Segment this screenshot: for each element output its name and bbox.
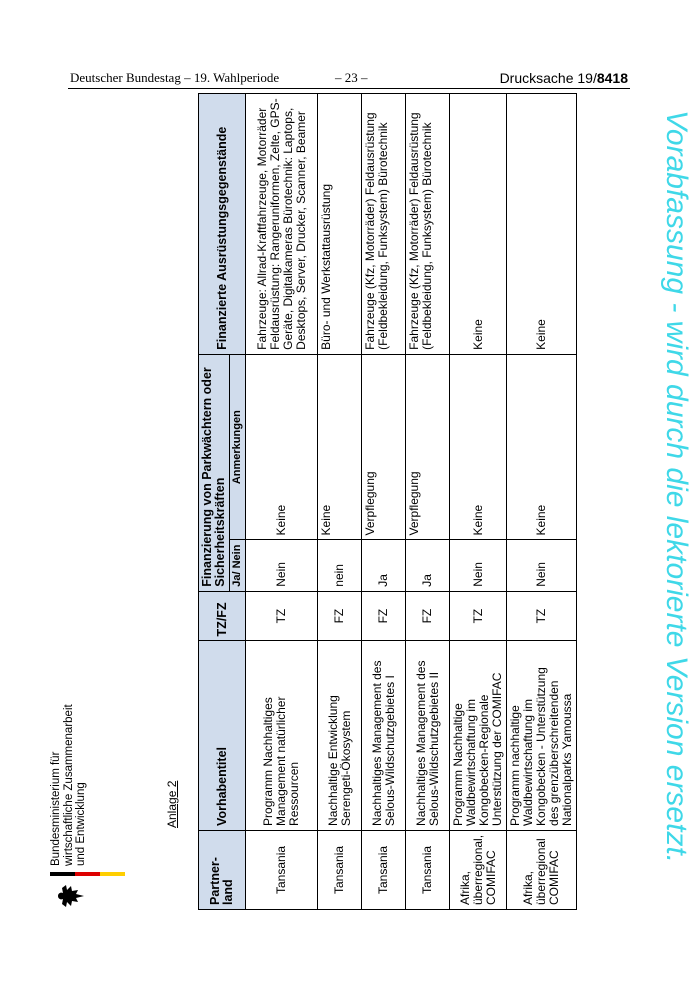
cell-partner: Tansania — [318, 830, 362, 909]
cell-anmerkungen: Keine — [246, 354, 318, 540]
cell-partner: Tansania — [362, 830, 406, 909]
cell-vorhaben: Nachhaltige Entwicklung Serengeti-Ökosystem — [318, 641, 362, 831]
col-header-ausruestung: Finanzierte Ausrüstungsgegenstände — [199, 94, 246, 355]
cell-tzfz: FZ — [318, 591, 362, 641]
header-row — [199, 94, 230, 910]
col-header-vorhaben: Vorhabentitel — [199, 641, 246, 831]
ministry-line-1: Bundesministerium für — [50, 751, 62, 866]
ministry-name — [50, 704, 88, 866]
drucksache-prefix: Drucksache 19/ — [499, 70, 597, 86]
rotated-page-content — [50, 90, 640, 910]
cell-partner: Afrika, überregional, COMIFAC — [450, 830, 507, 909]
page-number: – 23 – — [335, 70, 368, 85]
cell-ausruestung: Keine — [507, 94, 577, 355]
cell-janein: Nein — [450, 540, 507, 591]
header-left: Deutscher Bundestag – 19. Wahlperiode — [70, 70, 280, 85]
cell-janein: Ja — [362, 540, 406, 591]
cell-anmerkungen: Keine — [450, 354, 507, 540]
cell-tzfz: TZ — [507, 591, 577, 641]
cell-ausruestung: Fahrzeuge (Kfz, Motorräder) Feldausrüstung (Feldbekleidung, Funksystem) Bürotechnik — [406, 94, 450, 355]
cell-janein: Ja — [406, 540, 450, 591]
cell-anmerkungen: Verpflegung — [362, 354, 406, 540]
cell-vorhaben: Programm Nachhaltiges Management natürlicher Ressourcen — [246, 641, 318, 831]
cell-janein: Nein — [246, 540, 318, 591]
cell-partner: Tansania — [406, 830, 450, 909]
cell-partner: Tansania — [246, 830, 318, 909]
ministry-line-3: und Entwicklung — [75, 782, 87, 866]
ministry-line-2: wirtschaftliche Zusammenarbeit — [62, 704, 75, 866]
cell-vorhaben: Nachhaltiges Management des Selous-Wildschutzgebietes I — [362, 641, 406, 831]
header-rule — [68, 88, 630, 89]
cell-ausruestung: Fahrzeuge (Kfz, Motorräder) Feldausrüstung (Feldbekleidung, Funksystem) Bürotechnik — [362, 94, 406, 355]
cell-vorhaben: Programm Nachhaltige Waldbewirtschaftung im Kongobecken-Regionale Unterstützung der COMIFAC — [450, 641, 507, 831]
cell-vorhaben: Nachhaltiges Management des Selous-Wildschutzgebietes II — [406, 641, 450, 831]
table-row — [246, 94, 318, 910]
col-header-partner: Partner-land — [199, 830, 246, 909]
drucksache-number — [500, 70, 628, 86]
table-row — [450, 94, 507, 910]
cell-partner: Afrika, überregional COMIFAC — [507, 830, 577, 909]
table-row — [406, 94, 450, 910]
cell-janein: nein — [318, 540, 362, 591]
cell-janein: Nein — [507, 540, 577, 591]
cell-ausruestung: Büro- und Werkstattausrüstung — [318, 94, 362, 355]
col-header-anmerkungen: Anmerkungen — [230, 354, 246, 540]
german-flag-bar — [50, 872, 125, 876]
draft-watermark — [625, 110, 695, 910]
cell-vorhaben: Programm nachhaltige Waldbewirtschaftung im Kongobecken - Unterstützung des grenzüberschreitenden Nationalparks Yamoussa — [507, 641, 577, 831]
col-header-finanzierung: Finanzierung von Parkwächtern oder Sicherheitskräften — [199, 354, 230, 591]
project-table — [198, 93, 577, 910]
watermark-text: Vorabfassung - wird durch die lektorierte Version ersetzt. — [660, 110, 693, 864]
cell-ausruestung: Fahrzeuge: Allrad-Kraftfahrzeuge, Motorräder Feldausrüstung: Rangeruniformen, Zelte, GPS-Geräte, Digitalkameras Bürotechnik: Laptops, Desktops, Server, Drucker, Scanner, Beamer — [246, 94, 318, 355]
cell-anmerkungen: Verpflegung — [406, 354, 450, 540]
ministry-logo — [50, 590, 130, 910]
cell-anmerkungen: Keine — [507, 354, 577, 540]
cell-tzfz: FZ — [406, 591, 450, 641]
cell-ausruestung: Keine — [450, 94, 507, 355]
col-header-janein: Ja/ Nein — [230, 540, 246, 591]
cell-anmerkungen: Keine — [318, 354, 362, 540]
drucksache-bold: 8418 — [596, 70, 628, 86]
attachment-label: Anlage 2 — [165, 780, 179, 828]
eagle-icon — [56, 882, 86, 910]
cell-tzfz: FZ — [362, 591, 406, 641]
table-row — [362, 94, 406, 910]
cell-tzfz: TZ — [450, 591, 507, 641]
cell-tzfz: TZ — [246, 591, 318, 641]
col-header-tzfz: TZ/FZ — [199, 591, 246, 641]
table-row — [318, 94, 362, 910]
table-row — [507, 94, 577, 910]
